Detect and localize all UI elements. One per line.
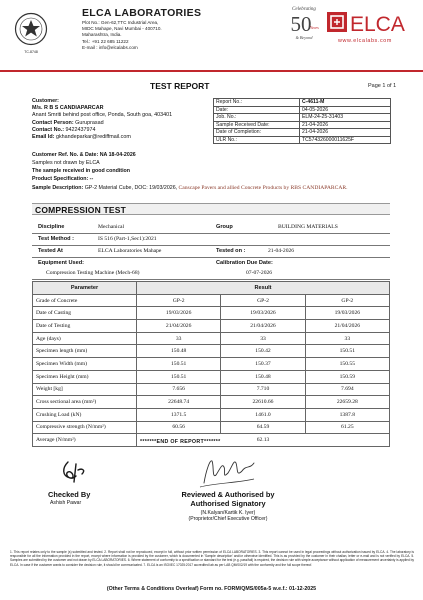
parameter-header: Parameter	[33, 282, 137, 295]
meta-label: Job. No.:	[214, 114, 300, 122]
row-label: Specimen length (mm)	[33, 345, 137, 358]
tested-on-label: Tested on :	[216, 248, 246, 254]
lab-address	[82, 20, 212, 51]
sample-desc: GP-2 Material Cube, DOC: 19/03/2026,	[84, 185, 178, 191]
meta-label: ULR No.:	[214, 136, 300, 144]
section-header	[32, 203, 390, 215]
sample-handwritten: Canscape Pavers and allied Concrete Products by RBS CANDIAPARCAR.	[177, 185, 348, 191]
row-value: 150.51	[137, 358, 221, 371]
meta-row	[214, 136, 391, 144]
row-value: 150.59	[305, 370, 389, 383]
fifty-bottom: & Beyond	[295, 35, 313, 40]
calibration-label: Calibration Due Date:	[216, 260, 273, 266]
address-line: E-mail : info@elcalabs.com	[82, 44, 138, 50]
meta-row	[214, 129, 391, 137]
authorised-signature	[196, 453, 258, 493]
customer-address: Anant Smriti behind post office, Ponda, South goa, 403401	[32, 112, 173, 119]
row-value: GP-2	[137, 294, 221, 307]
page-number: Page 1 of 1	[368, 83, 397, 89]
equipment-label: Equipment Used:	[38, 260, 84, 266]
row-label: Grade of Concrete	[33, 294, 137, 307]
address-line: Maharashtra, India.	[82, 32, 122, 38]
method-value: IS 516 (Part-1,Sec1):2021	[98, 236, 157, 242]
row-value: 64.59	[221, 421, 305, 434]
row-value: 61.25	[305, 421, 389, 434]
report-meta-table	[213, 98, 391, 144]
contact-person-value: Guruprasad	[75, 119, 104, 126]
row-value: 33	[221, 332, 305, 345]
sample-label: Sample Description:	[32, 185, 85, 191]
row-label: Crushing Load (kN)	[33, 408, 137, 421]
meta-value: 04-05-2026	[300, 106, 391, 114]
divider	[32, 257, 390, 258]
calibration-value: 07-07-2026	[246, 270, 273, 276]
meta-value: C-4611-M	[300, 99, 391, 107]
elca-wordmark-icon	[326, 10, 416, 36]
address-line: Tel.: +91 22 685 11222	[82, 38, 129, 44]
results-body	[33, 294, 390, 434]
row-value: 22648.74	[137, 396, 221, 409]
row-label: Specimen Width (mm)	[33, 358, 137, 371]
row-value: 150.37	[221, 358, 305, 371]
elca-logo	[326, 10, 416, 41]
reviewer-names: (N.Kalyan/Kartik K. Iyer)	[200, 510, 256, 516]
meta-label: Date of Completion:	[214, 129, 300, 137]
meta-label: Date:	[214, 106, 300, 114]
table-row	[33, 370, 390, 383]
row-value: 22610.66	[221, 396, 305, 409]
sample-description	[32, 185, 392, 192]
row-value: 33	[137, 332, 221, 345]
condition-note	[32, 168, 130, 174]
terms-notes: 1. This report relates only to the sample (s) submitted and tested. 2. Report shall not be reproduced, except in full, without prior written permission of ELCA LABORATORIES. 3. This report cannot be used in legal proceedings without authorization issued by ELCA. 4. The laboratory is responsible for all the information provided in the report, except where information is provided by the customer, which is documented in 'Sample description' and/or otherwise identified. This is as provided by the customer in their challan, letter or e-mail and is not verified by ELCA. 5. Samples are submitted by the customer and not drawn by ELCA LABORATORIES. 6. Where statement of conformity to a specification or standard for the test (e.g. pass/fail) is required, the decision rule with simple acceptance without application of measurement uncertainty is applied by ELCA. In case if the customer wants to consider the decision rule, it should be communicated. 7. ELCA is an ISO/IEC 17025:2017 accredited lab as per LAB QM/002/19 with the conformity and the full scope thereof.	[10, 550, 414, 567]
row-value: GP-2	[221, 294, 305, 307]
condition-note-text: The sample received in good condition	[32, 168, 131, 174]
table-row	[33, 396, 390, 409]
end-of-report: *******END OF REPORT*******	[140, 439, 221, 445]
results-table	[32, 281, 390, 447]
discipline-label: Discipline	[38, 224, 65, 230]
not-drawn-note: Samples not drawn by ELCA	[32, 160, 100, 166]
row-label: Date of Testing	[33, 320, 137, 333]
row-value: 60.56	[137, 421, 221, 434]
table-row	[33, 421, 390, 434]
form-footer: (Other Terms & Conditions Overleaf) Form no. FORM/QMS/005a-5 w.e.f.: 01-12-2025	[106, 586, 317, 592]
tested-at-label: Tested At	[38, 248, 63, 254]
row-value: 21/04/2026	[221, 320, 305, 333]
row-value: 19/03/2026	[221, 307, 305, 320]
meta-row	[214, 114, 391, 122]
divider	[32, 279, 390, 280]
equipment-value: Compression Testing Machine (Mech-68)	[46, 270, 140, 276]
header-divider	[0, 70, 423, 72]
row-label: Date of Casting	[33, 307, 137, 320]
divider	[32, 233, 390, 234]
meta-row	[214, 121, 391, 129]
row-label: Weight [kg]	[33, 383, 137, 396]
table-row	[33, 408, 390, 421]
fifty-top: Celebrating	[292, 7, 316, 12]
method-label: Test Method :	[38, 236, 74, 242]
address-line: Plot No.: Gen-62,TTC Industrial Area,	[82, 20, 159, 25]
section-title: COMPRESSION TEST	[35, 205, 127, 215]
row-value: 7.656	[137, 383, 221, 396]
contact-person-label: Contact Person:	[32, 119, 74, 126]
website[interactable]: www.elcalabs.com	[338, 38, 392, 44]
email-value[interactable]: gkhandeparkar@rediffmail.com	[55, 134, 131, 141]
meta-label: Report No.:	[214, 99, 300, 107]
row-value: GP-2	[305, 294, 389, 307]
reviewed-by-title	[172, 490, 284, 508]
discipline-value: Mechanical	[98, 224, 125, 230]
seal-caption: TC-8748	[24, 50, 38, 54]
row-label: Specimen Height (mm)	[33, 370, 137, 383]
email-label: Email Id:	[32, 134, 55, 141]
accreditation-seal-icon	[14, 12, 48, 46]
row-value: 150.51	[137, 370, 221, 383]
product-spec-text: Product Specification: --	[32, 176, 94, 182]
row-value: 150.48	[221, 370, 305, 383]
contact-no-value: 9422437974	[65, 126, 96, 133]
meta-value: TC574326000011625F	[300, 136, 391, 144]
row-value: 1371.5	[137, 408, 221, 421]
average-label: Average (N/mm²)	[33, 434, 137, 447]
meta-value: 21-04-2026	[300, 121, 391, 129]
row-value: 1461.0	[221, 408, 305, 421]
row-value: 21/04/2026	[305, 320, 389, 333]
reviewed-by-name	[172, 510, 284, 523]
meta-value: 21-04-2026	[300, 129, 391, 137]
row-value: 150.48	[137, 345, 221, 358]
report-title: TEST REPORT	[150, 81, 210, 91]
brand-text: ELCA	[350, 13, 405, 36]
reviewer-role: (Proprietor/Chief Executive Officer)	[188, 516, 268, 523]
average-value: 62.13	[137, 434, 390, 447]
tested-at-value: ELCA Laboratories Mahape	[98, 248, 162, 254]
customer-block	[32, 98, 210, 141]
row-value: 19/03/2026	[305, 307, 389, 320]
row-value: 21/04/2026	[137, 320, 221, 333]
tested-on-value: 21-04-2026	[268, 248, 295, 254]
customer-heading: Customer:	[32, 98, 59, 104]
row-value: 1387.8	[305, 408, 389, 421]
group-label: Group	[216, 224, 233, 230]
table-row	[33, 345, 390, 358]
row-label: Compressive strength (N/mm²)	[33, 421, 137, 434]
checked-by-name: Ashish Pawar	[50, 500, 82, 506]
divider	[32, 245, 390, 246]
customer-ref-text: Customer Ref. No. & Date: NA 18-04-2026	[32, 152, 136, 158]
checked-by-title: Checked By	[48, 490, 91, 499]
row-value: 33	[305, 332, 389, 345]
result-header: Result	[137, 282, 390, 295]
lab-name: ELCA LABORATORIES	[82, 7, 202, 19]
table-row	[33, 307, 390, 320]
product-spec	[32, 176, 93, 182]
table-row	[33, 294, 390, 307]
reviewed-line-1: Reviewed & Authorised by	[181, 490, 275, 499]
meta-label: Sample Received Date:	[214, 121, 300, 129]
row-value: 7.710	[221, 383, 305, 396]
table-row	[33, 358, 390, 371]
reviewed-line-2: Authorised Signatory	[190, 499, 266, 508]
row-value: 19/03/2026	[137, 307, 221, 320]
fifty-years-logo	[286, 4, 322, 42]
row-label: Cross sectional area (mm²)	[33, 396, 137, 409]
group-value: BUILDING MATERIALS	[278, 224, 338, 230]
table-header-row	[33, 282, 390, 295]
customer-ref	[32, 152, 136, 158]
row-label: Age (days)	[33, 332, 137, 345]
meta-row	[214, 106, 391, 114]
fifty-number: 50	[290, 12, 312, 36]
checked-by-signature	[58, 458, 92, 484]
row-value: 150.42	[221, 345, 305, 358]
meta-row	[214, 99, 391, 107]
table-row	[33, 383, 390, 396]
row-value: 150.51	[305, 345, 389, 358]
contact-no-label: Contact No.:	[32, 126, 65, 133]
row-value: 7.694	[305, 383, 389, 396]
customer-name: M/s. R B S CANDIAPARCAR	[32, 105, 104, 112]
table-row	[33, 332, 390, 345]
row-value: 150.55	[305, 358, 389, 371]
fifty-years: Years	[310, 25, 319, 30]
table-row	[33, 320, 390, 333]
row-value: 22659.28	[305, 396, 389, 409]
letterhead	[0, 0, 423, 78]
address-line: MIDC Mahape, Navi Mumbai - 400710.	[82, 26, 162, 32]
meta-value: ELM-24-25-31403	[300, 114, 391, 122]
